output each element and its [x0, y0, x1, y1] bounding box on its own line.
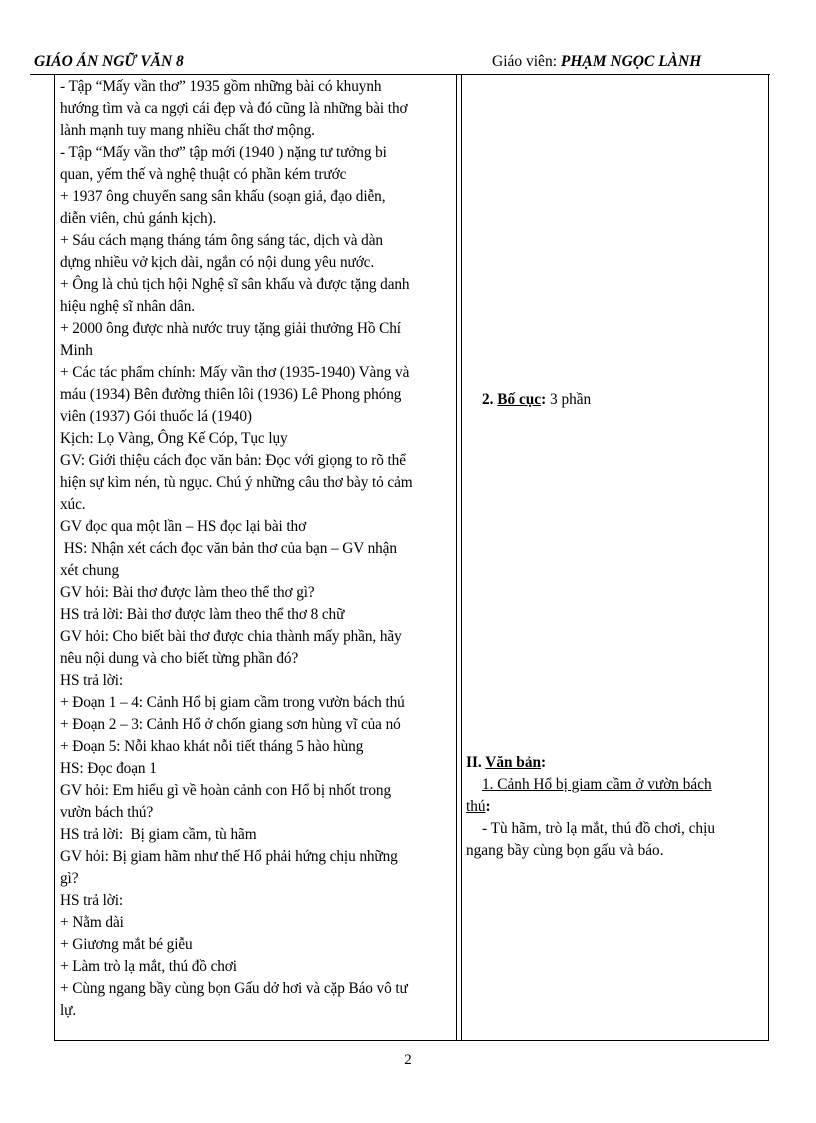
subsection-title-line2	[466, 796, 746, 818]
layout-section	[482, 389, 591, 411]
subsection-content-line2: ngang bầy cùng bọn gấu và báo.	[466, 842, 664, 859]
text-line: hiệu nghệ sĩ nhân dân.	[60, 298, 196, 315]
text-line: GV đọc qua một lần – HS đọc lại bài thơ	[60, 518, 307, 535]
subsection-title-line1: 1. Cảnh Hổ bị giam cầm ở vườn bách	[482, 776, 712, 793]
text-line: lự.	[60, 1002, 77, 1019]
text-line: diễn viên, chủ gánh kịch).	[60, 210, 217, 227]
text-line: dựng nhiều vở kịch dài, ngắn có nội dung yêu nước.	[60, 254, 375, 271]
text-line: vườn bách thú?	[60, 804, 154, 821]
text-line: - Tập “Mấy vần thơ” 1935 gồm những bài có khuynh	[60, 78, 382, 95]
text-section	[466, 752, 746, 862]
text-line: HS: Nhận xét cách đọc văn bản thơ của bạn – GV nhận	[60, 540, 397, 557]
text-line: + Đoạn 5: Nỗi khao khát nỗi tiết tháng 5 hào hùng	[60, 738, 364, 755]
text-line: HS trả lời: Bài thơ được làm theo thể thơ 8 chữ	[60, 606, 345, 623]
table-right-border	[768, 74, 769, 1040]
text-line: Kịch: Lọ Vàng, Ông Kế Cóp, Tục lụy	[60, 430, 288, 447]
teacher-name: PHẠM NGỌC LÀNH	[560, 53, 702, 70]
text-line: + Các tác phẩm chính: Mấy vần thơ (1935-1940) Vàng và	[60, 364, 410, 381]
table-col-divider-inner	[461, 74, 462, 1040]
layout-heading: Bố cục	[497, 391, 542, 408]
page-number: 2	[404, 1052, 412, 1068]
table-col-divider	[456, 74, 457, 1040]
layout-colon: :	[541, 391, 547, 408]
text-line: + Cùng ngang bầy cùng bọn Gấu dở hơi và cặp Báo vô tư	[60, 980, 408, 997]
table-header-rule	[30, 74, 770, 75]
text-line: HS trả lời:	[60, 672, 124, 689]
document-title: GIÁO ÁN NGỮ VĂN 8	[34, 53, 184, 70]
text-line: + Nằm dài	[60, 914, 124, 931]
text-line: HS trả lời: Bị giam cầm, tù hãm	[60, 826, 257, 843]
text-line: máu (1934) Bên đường thiên lôi (1936) Lê Phong phóng	[60, 386, 402, 403]
section-number: II.	[466, 754, 486, 771]
text-line: GV hỏi: Em hiểu gì về hoàn cảnh con Hổ bị nhốt trong	[60, 782, 391, 799]
section-colon: :	[540, 754, 547, 771]
text-line: GV hỏi: Cho biết bài thơ được chia thành mấy phần, hãy	[60, 628, 402, 645]
subsection-colon: :	[485, 798, 491, 815]
text-line: quan, yếm thế và nghệ thuật có phần kém trước	[60, 166, 347, 183]
text-line: hướng tìm và ca ngợi cái đẹp và đó cũng là những bài thơ	[60, 100, 408, 117]
text-line: HS trả lời:	[60, 892, 124, 909]
text-line: + Sáu cách mạng tháng tám ông sáng tác, dịch và dàn	[60, 232, 383, 249]
activities-column	[60, 76, 455, 1022]
text-line: Minh	[60, 342, 93, 359]
section-title: Văn bản	[485, 754, 541, 771]
text-line: - Tập “Mấy vần thơ” tập mới (1940 ) nặng tư tưởng bi	[60, 144, 387, 161]
table-bottom-border	[54, 1040, 769, 1041]
layout-number: 2.	[482, 391, 498, 408]
subsection-title-word: thú	[466, 798, 486, 815]
text-line: GV: Giới thiệu cách đọc văn bản: Đọc với giọng to rõ thể	[60, 452, 406, 469]
text-line: GV hỏi: Bị giam hãm như thế Hổ phải hứng chịu những	[60, 848, 398, 865]
text-line: + Làm trò lạ mắt, thú đồ chơi	[60, 958, 237, 975]
text-line: gì?	[60, 870, 79, 887]
layout-text: 3 phần	[546, 391, 592, 408]
text-line: + Ông là chủ tịch hội Nghệ sĩ sân khấu và được tặng danh	[60, 276, 410, 293]
text-line: viên (1937) Gói thuốc lá (1940)	[60, 408, 252, 425]
table-left-border	[54, 74, 55, 1040]
text-line: hiện sự kìm nén, tù ngục. Chú ý những câu thơ bày tỏ cảm	[60, 474, 413, 491]
text-line: lành mạnh tuy mang nhiều chất thơ mộng.	[60, 122, 315, 139]
text-line: HS: Đọc đoạn 1	[60, 760, 157, 777]
text-line: + 2000 ông được nhà nước truy tặng giải thưởng Hồ Chí	[60, 320, 401, 337]
section-heading	[466, 752, 746, 774]
text-line: nêu nội dung và cho biết từng phần đó?	[60, 650, 299, 667]
subsection-content-line1: - Tù hãm, trò lạ mắt, thú đồ chơi, chịu	[482, 820, 715, 837]
teacher-info	[492, 53, 701, 71]
text-line: + 1937 ông chuyển sang sân khấu (soạn giả, đạo diễn,	[60, 188, 386, 205]
text-line: + Đoạn 1 – 4: Cảnh Hổ bị giam cầm trong vườn bách thú	[60, 694, 405, 711]
text-line: GV hỏi: Bài thơ được làm theo thể thơ gì?	[60, 584, 315, 601]
text-line: xúc.	[60, 496, 86, 513]
text-line: xét chung	[60, 562, 119, 579]
teacher-label: Giáo viên:	[492, 53, 561, 70]
text-line: + Đoạn 2 – 3: Cảnh Hổ ở chốn giang sơn hùng vĩ của nó	[60, 716, 401, 733]
text-line: + Giương mắt bé giễu	[60, 936, 193, 953]
